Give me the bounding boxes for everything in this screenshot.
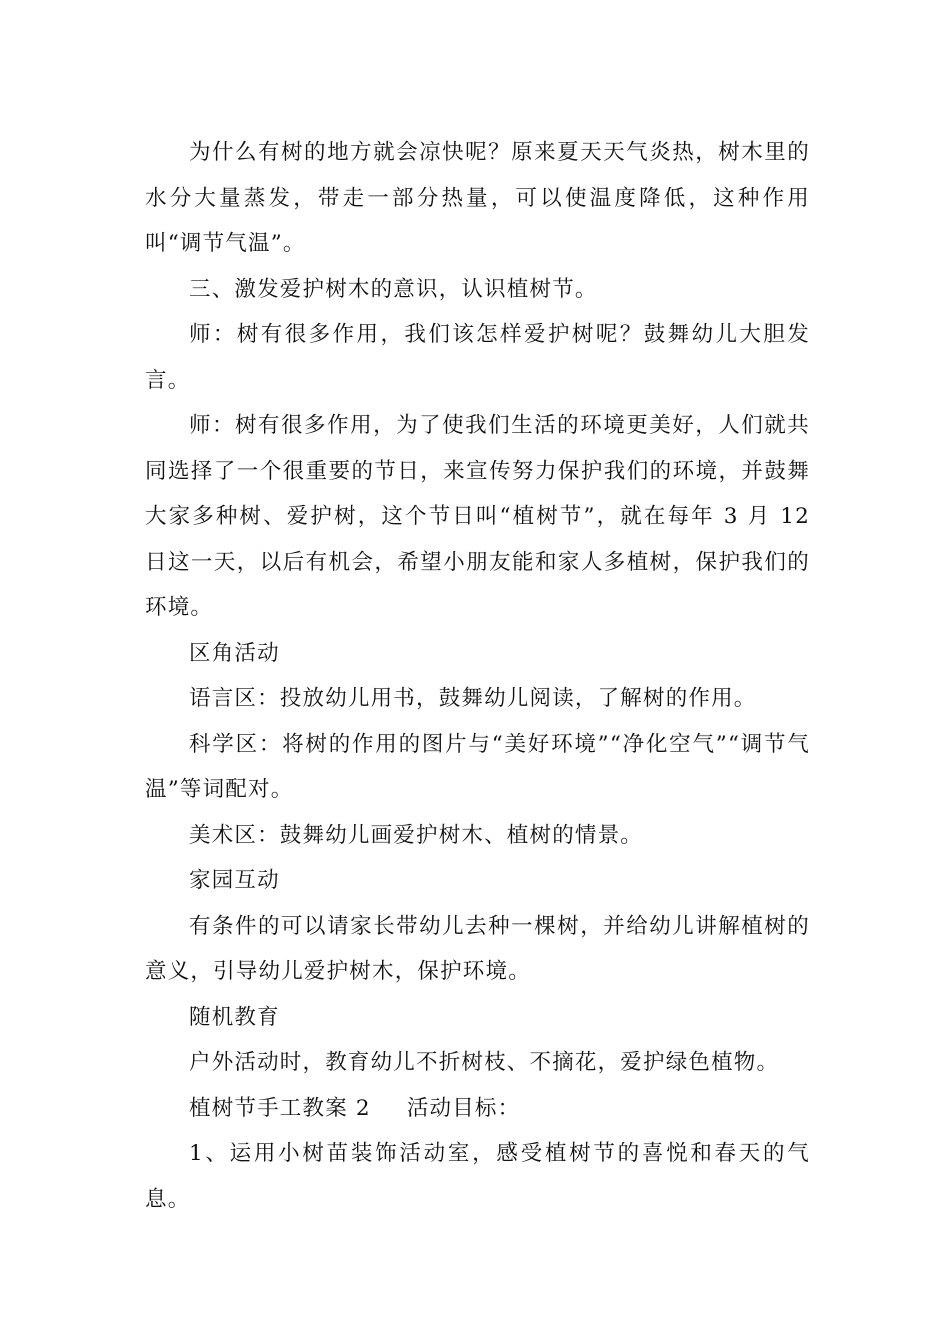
paragraph: 美术区：鼓舞幼儿画爱护树木、植树的情景。 bbox=[189, 822, 644, 848]
paragraph: 师：树有很多作用，为了使我们生活的环境更美好，人们就共同选择了一个很重要的节日，来宣传努力保护我们的环境，并鼓舞大家多种树、爱护树，这个节日叫“植树节”，就在每年 3 月 12 日这一天，以后有机会，希望小朋友能和家人多植树，保护我们的环境。 bbox=[145, 413, 810, 620]
paragraph: 语言区：投放幼儿用书，鼓舞幼儿阅读，了解树的作用。 bbox=[189, 686, 757, 711]
goal-item: 1、运用小树苗装饰活动室，感受植树节的喜悦和春天的气息。 bbox=[145, 1141, 810, 1212]
paragraph: 户外活动时，教育幼儿不折树枝、不摘花，爱护绿色植物。 bbox=[189, 1050, 780, 1075]
paragraph: 师：树有很多作用，我们该怎样爱护树呢？鼓舞幼儿大胆发言。 bbox=[145, 322, 810, 393]
lesson-title-line bbox=[145, 1086, 810, 1132]
section-label: 活动目标： bbox=[406, 1095, 521, 1121]
section-heading: 家园互动 bbox=[189, 868, 280, 893]
paragraph: 科学区：将树的作用的图片与“美好环境”“净化空气”“调节气温”等词配对。 bbox=[145, 731, 810, 802]
section-heading: 三、激发爱护树木的意识，认识植树节。 bbox=[189, 276, 598, 302]
section-heading: 区角活动 bbox=[189, 640, 280, 666]
paragraph: 为什么有树的地方就会凉快呢？原来夏天天气炎热，树木里的水分大量蒸发，带走一部分热量，可以使温度降低，这种作用叫“调节气温”。 bbox=[145, 140, 810, 256]
document-body bbox=[145, 130, 810, 1222]
lesson-title: 植树节手工教案 2 bbox=[189, 1095, 371, 1121]
section-heading: 随机教育 bbox=[189, 1004, 280, 1030]
paragraph: 有条件的可以请家长带幼儿去种一棵树，并给幼儿讲解植树的意义，引导幼儿爱护树木，保护环境。 bbox=[145, 913, 810, 984]
